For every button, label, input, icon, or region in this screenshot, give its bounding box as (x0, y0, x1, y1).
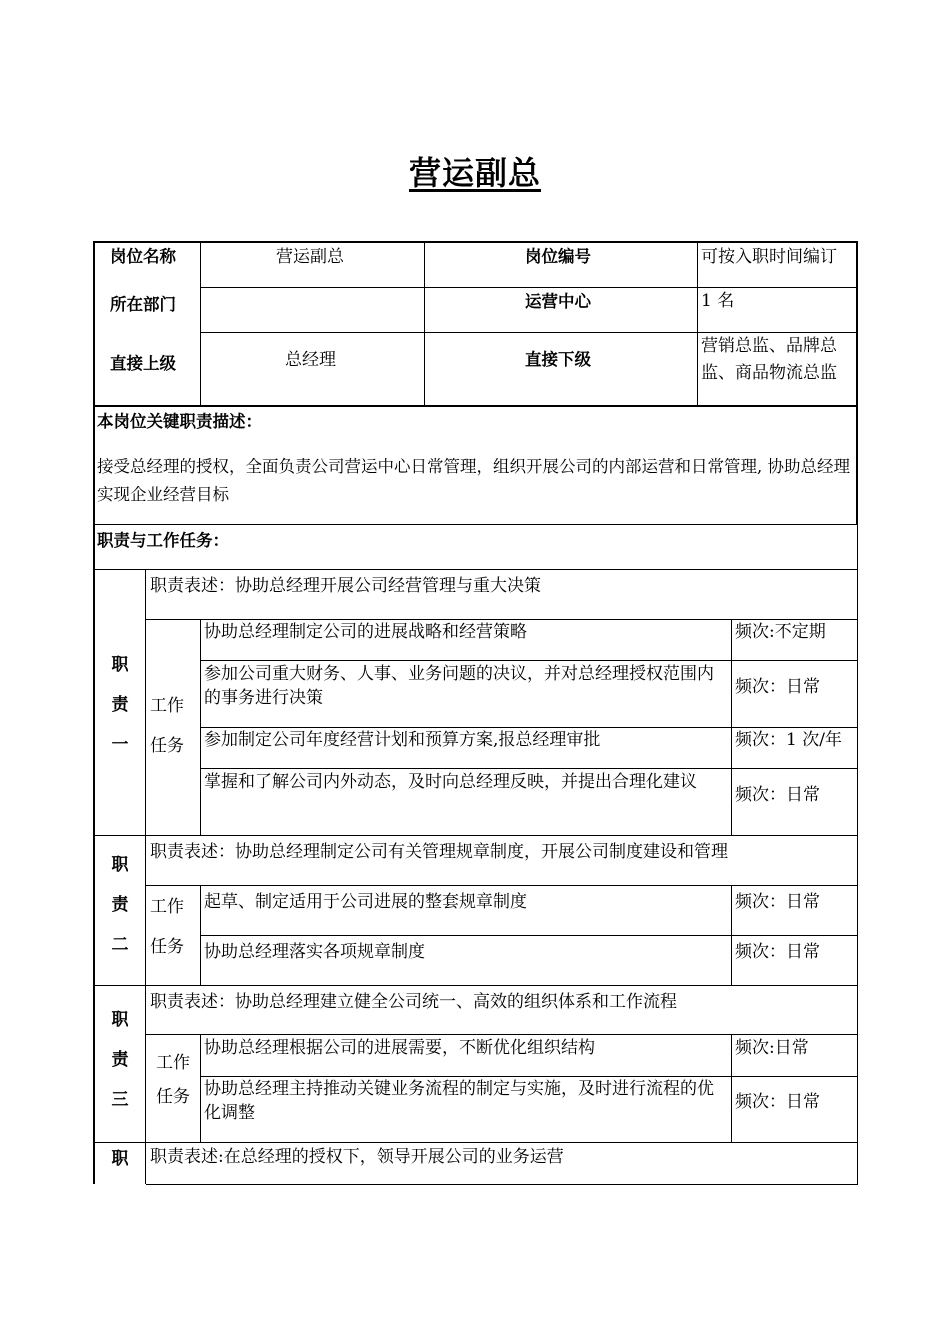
duty-1-row-divider (200, 660, 858, 661)
duties-heading: 职责与工作任务： (97, 531, 229, 550)
duty-1-task-1: 协助总经理制定公司的进展战略和经营策略 (204, 622, 527, 642)
header-row-divider (200, 332, 858, 333)
duty-2-task-2: 协助总经理落实各项规章制度 (204, 942, 425, 962)
key-duties-text: 接受总经理的授权，全面负责公司营运中心日常管理，组织开展公司的内部运营和日常管理, 协助总经理实现企业经营目标 (97, 457, 850, 504)
duty-3-freq-2: 频次：日常 (735, 1092, 820, 1112)
duty-1-task-3: 参加制定公司年度经营计划和预算方案,报总经理审批 (204, 730, 601, 750)
duty-3-task-label: 工作 任务 (156, 1053, 190, 1107)
superior-label: 直接上级 (110, 354, 176, 373)
duty-3-desc-divider (145, 1034, 858, 1035)
duty-3-description: 职责表述：协助总经理建立健全公司统一、高效的组织体系和工作流程 (150, 992, 677, 1012)
duty-2-description: 职责表述：协助总经理制定公司有关管理规章制度，开展公司制度建设和管理 (150, 842, 728, 862)
header-col-divider (424, 241, 425, 407)
duty-2-task-1: 起草、制定适用于公司进展的整套规章制度 (204, 892, 527, 912)
headcount: 1 名 (701, 291, 735, 311)
subordinate-label: 直接下级 (525, 350, 591, 369)
duty-1-task-label: 工作 任务 (150, 696, 184, 756)
duty-1-col-divider (145, 569, 146, 836)
position-name-label: 岗位名称 (110, 247, 176, 266)
duty-1-task-2: 参加公司重大财务、人事、业务问题的决议，并对总经理授权范围内的事务进行决策 (204, 664, 714, 708)
header-col-divider (697, 241, 698, 407)
department-label: 所在部门 (110, 295, 176, 314)
superior-value: 总经理 (285, 350, 336, 370)
position-code-value: 可按入职时间编订 (701, 247, 837, 267)
header-row-divider (200, 287, 858, 288)
duty-3-label: 职 责 三 (111, 1010, 129, 1110)
department-center: 运营中心 (525, 292, 591, 311)
position-name-value: 营运副总 (276, 247, 344, 267)
duty-1-freq-1: 频次:不定期 (735, 622, 826, 642)
subordinate-value-line2: 监、商品物流总监 (701, 363, 837, 383)
duty-4-label: 职 (111, 1149, 129, 1169)
duty-4-bottom-mask (92, 1184, 146, 1186)
duty-4-description: 职责表述:在总经理的授权下，领导开展公司的业务运营 (150, 1147, 564, 1167)
duty-3-col-divider (145, 985, 146, 1143)
duty-1-row-divider (200, 768, 858, 769)
duty-3-freq-1: 频次:日常 (735, 1038, 809, 1058)
duty-1-task-4: 掌握和了解公司内外动态，及时向总经理反映，并提出合理化建议 (204, 772, 697, 792)
subordinate-value-line1: 营销总监、品牌总 (701, 336, 837, 356)
duty-3-task-2: 协助总经理主持推动关键业务流程的制定与实施，及时进行流程的优化调整 (204, 1079, 714, 1123)
duty-3-task-1: 协助总经理根据公司的进展需要，不断优化组织结构 (204, 1038, 595, 1058)
duty-2-desc-divider (145, 885, 858, 886)
duty-2-freq-1: 频次：日常 (735, 892, 820, 912)
duty-1-label: 职 责 一 (111, 655, 129, 755)
key-duties-heading: 本岗位关键职责描述： (97, 412, 262, 431)
duty-2-freq-2: 频次：日常 (735, 942, 820, 962)
duty-3-freq-col (731, 1034, 732, 1143)
duty-1-freq-4: 频次：日常 (735, 785, 820, 805)
duty-2-task-label: 工作 任务 (150, 897, 184, 957)
page-title: 营运副总 (408, 154, 541, 192)
duty-3-task-col (200, 1034, 201, 1143)
duty-2-row-divider (200, 935, 858, 936)
duty-1-freq-3: 频次：1 次/年 (735, 730, 842, 750)
position-code-label: 岗位编号 (525, 247, 591, 266)
duty-1-description: 职责表述：协助总经理开展公司经营管理与重大决策 (150, 576, 541, 596)
duty-2-col-divider (145, 835, 146, 986)
duty-1-freq-2: 频次：日常 (735, 677, 820, 697)
header-col-divider (200, 241, 201, 407)
duty-4-col-divider (145, 1142, 146, 1185)
duty-2-label: 职 责 二 (111, 855, 129, 955)
